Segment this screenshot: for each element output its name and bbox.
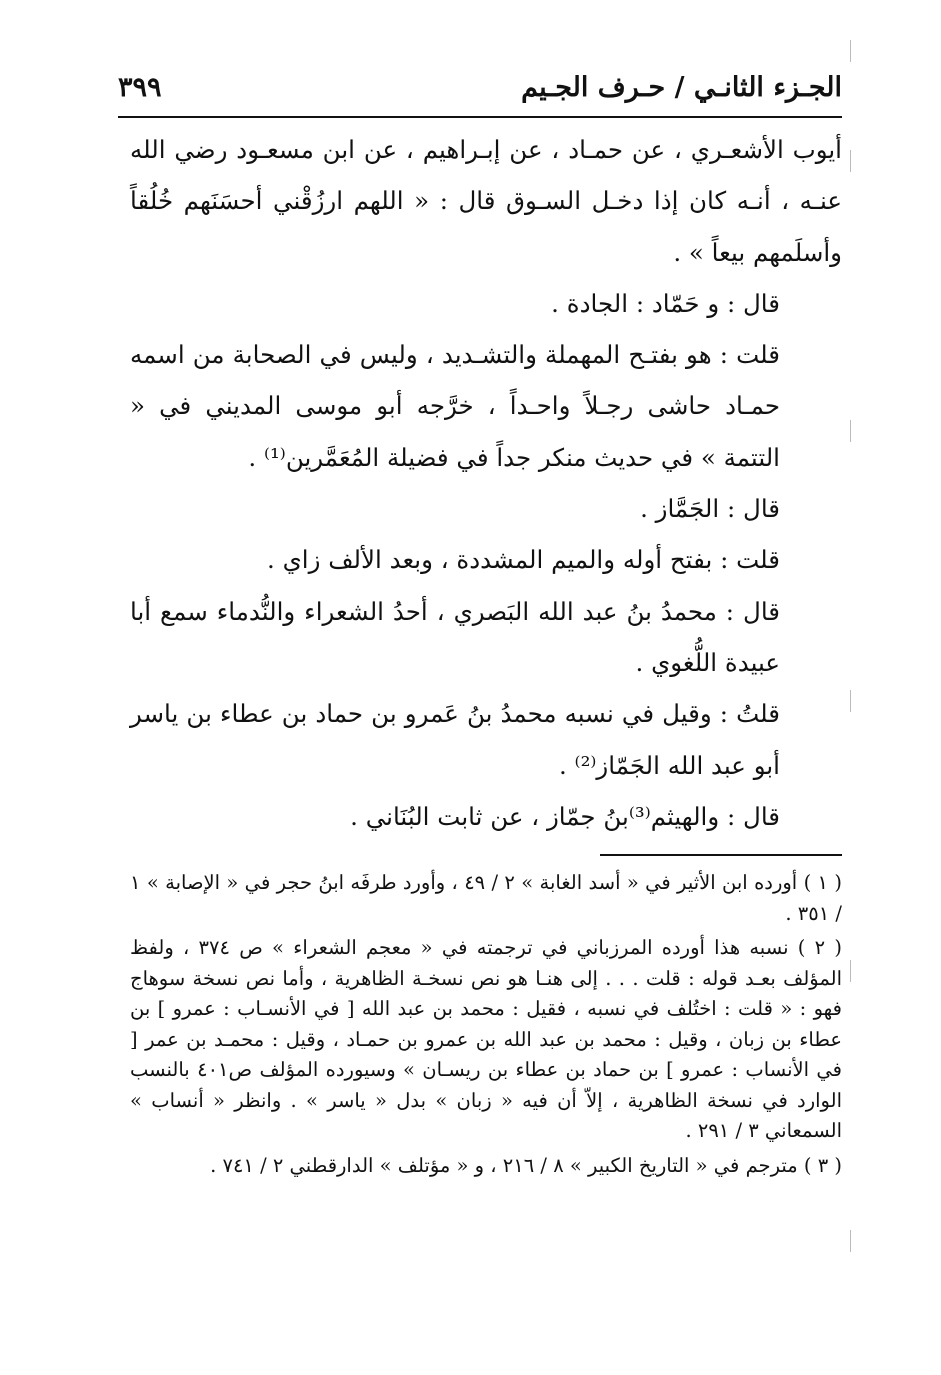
margin-mark bbox=[850, 960, 851, 982]
margin-mark bbox=[850, 1230, 851, 1252]
paragraph-qultu-jammaz: قلت : بفتح أوله والميم المشددة ، وبعد الألف زاي . bbox=[267, 545, 780, 575]
paragraph-qultu-nasab: قلتُ : وقيل في نسبه محمدُ بنُ عَمرو بن حماد بن عطاء بن ياسر أبو عبد الله الجَمّاز⁽²⁾ . bbox=[130, 699, 780, 780]
margin-mark bbox=[850, 690, 851, 712]
main-text bbox=[130, 124, 842, 842]
header-rule bbox=[118, 116, 842, 118]
page-header bbox=[118, 62, 842, 112]
margin-mark bbox=[850, 420, 851, 442]
paragraph-qala-jammaz: قال : الجَمَّاز . bbox=[640, 494, 780, 524]
paragraph-qultu-hammad: قلت : هو بفتـح المهملة والتشـديد ، وليس في الصحابة من اسمه حمـاد حاشى رجـلاً واحـداً ، خرَّجه أبو موسى المديني في « التتمة » في حديث منكر جداً في فضيلة المُعَمَّرين⁽¹⁾ . bbox=[130, 340, 780, 472]
paragraph-qala-hammad: قال : و حَمّاد : الجادة . bbox=[551, 288, 780, 318]
footnote-1: ( ١ ) أورده ابن الأثير في « أسد الغابة » ٢ / ٤٩ ، وأورد طرفَه ابنُ حجر في « الإصابة » ١ / ٣٥١ . bbox=[130, 871, 842, 925]
footnote-rule bbox=[600, 854, 842, 856]
page-number: ٣٩٩ bbox=[118, 72, 162, 103]
paragraph-continuation: أيوب الأشعـري ، عن حمـاد ، عن إبـراهيم ، عن ابن مسعـود رضي الله عنـه ، أنـه كان إذا دخـل السـوق قال : « اللهم ارزُقْني أحسَنَهم خُلُقاً وأسلَمهم بيعاً » . bbox=[130, 135, 842, 267]
footnote-3: ( ٣ ) مترجم في « التاريخ الكبير » ٨ / ٢١٦ ، و « مؤتلف » الدارقطني ٢ / ٧٤١ . bbox=[210, 1153, 842, 1177]
margin-mark bbox=[850, 40, 851, 62]
footnotes bbox=[130, 868, 842, 1185]
running-title: الجـزء الثانـي / حـرف الجـيم bbox=[521, 72, 842, 103]
paragraph-qala-muhammad: قال : محمدُ بنُ عبد الله البَصري ، أحدُ الشعراء والنُّدماء سمع أبا عبيدة اللُّغوي . bbox=[130, 596, 780, 677]
footnote-2: ( ٢ ) نسبه هذا أورده المرزباني في ترجمته في « معجم الشعراء » ص ٣٧٤ ، ولفظ المؤلف بعـد قوله : قلت . . . إلى هنـا هو نص نسخـة الظاهرية ، وأما نص نسخة سوهاج فهو : « قلت : اختُلف في نسبه ، فقيل : محمد بن عبد الله [ في الأنسـاب : عمرو ] بن عطاء بن زبان ، وقيل : محمد بن عبد الله بن عمرو بن حمـاد ، وقيل : محمـد بن عمر [ في الأنساب : عمرو ] بن حماد بن عطاء بن ريسـان » وسيورده المؤلف ص٤٠١ بالنسب الوارد في نسخة الظاهرية ، إلاّ أن فيه « زبان » بدل « ياسر » . وانظر « أنساب » السمعاني ٣ / ٢٩١ . bbox=[130, 936, 842, 1142]
margin-mark bbox=[850, 150, 851, 172]
paragraph-qala-haytham: قال : والهيثم⁽³⁾بنُ جمّاز ، عن ثابت البُنَاني . bbox=[350, 801, 780, 831]
